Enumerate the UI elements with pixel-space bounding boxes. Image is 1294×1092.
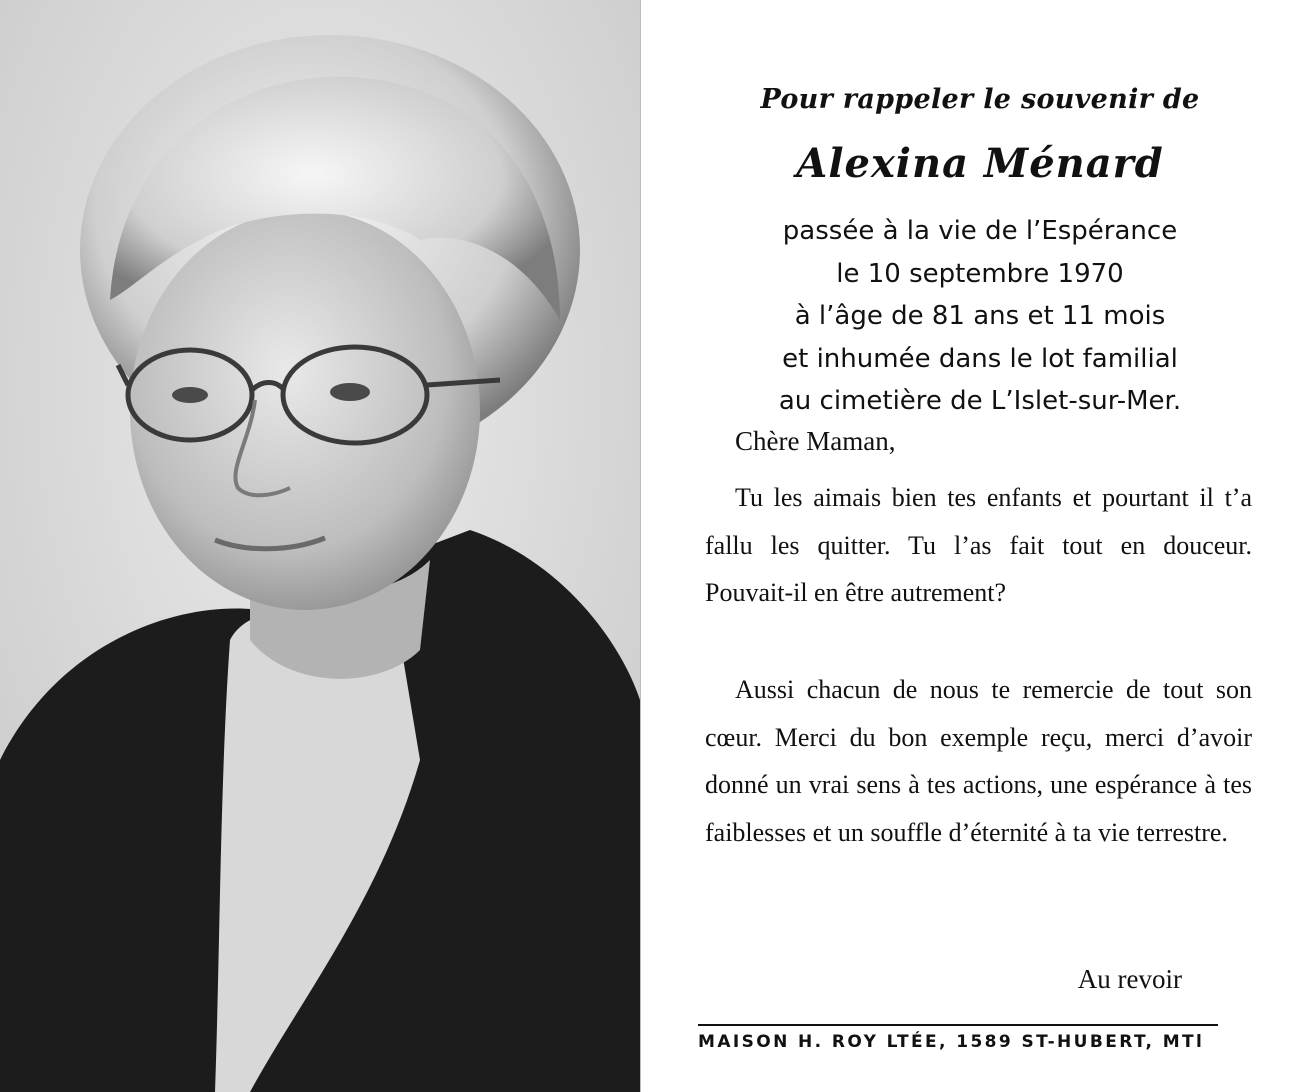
portrait-photo — [0, 0, 641, 1092]
death-details — [690, 210, 1270, 423]
divider-rule — [698, 1024, 1218, 1026]
closing-line: Au revoir — [1077, 964, 1182, 994]
detail-line: et inhumée dans le lot familial — [782, 343, 1178, 374]
detail-line: à l’âge de 81 ans et 11 mois — [794, 301, 1166, 331]
detail-line: passée à la vie de l’Espérance — [782, 216, 1178, 246]
paragraph-2 — [705, 666, 1252, 856]
detail-line: le 10 septembre 1970 — [836, 258, 1124, 289]
paragraph-1-text: Tu les aimais bien tes enfants et pourtant il t’a fallu les quitter. Tu l’as fait tout en douceur. Pouvait-il en être autrement? — [705, 483, 1252, 607]
portrait-illustration — [0, 0, 640, 1092]
printer-imprint: MAISON H. ROY LTÉE, 1589 ST-HUBERT, MTl — [698, 1032, 1205, 1052]
memorial-card-text — [690, 0, 1270, 1092]
detail-line: au cimetière de L’Islet-sur-Mer. — [778, 386, 1182, 416]
salutation: Chère Maman, — [735, 426, 896, 456]
paragraph-1 — [705, 474, 1252, 617]
intro-line: Pour rappeler le souvenir de — [760, 84, 1200, 115]
paragraph-2-text: Aussi chacun de nous te remercie de tout son cœur. Merci du bon exemple reçu, merci d’avoir donné un vrai sens à tes actions, une espérance à tes faiblesses et un souffle d’éternité à ta vie terrestre. — [705, 675, 1252, 847]
deceased-name: Alexina Ménard — [796, 140, 1164, 187]
